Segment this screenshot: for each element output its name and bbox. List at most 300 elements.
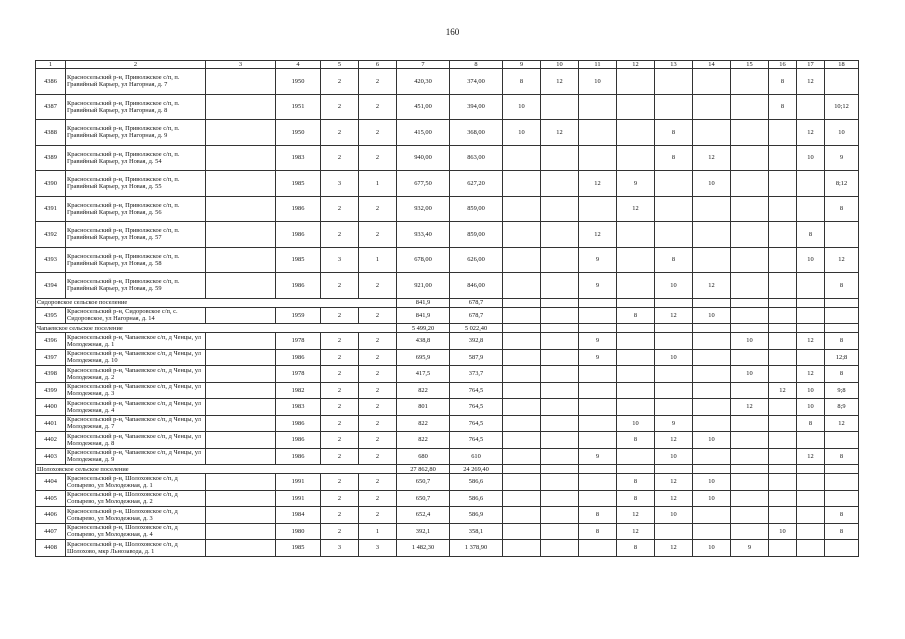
table-cell [617, 448, 655, 465]
table-cell: 650,7 [397, 490, 450, 507]
table-cell: 1983 [276, 399, 321, 416]
table-cell [731, 69, 769, 95]
table-cell [797, 349, 825, 366]
table-cell: 1950 [276, 69, 321, 95]
table-cell: 8 [655, 145, 693, 171]
table-cell: 2 [359, 399, 397, 416]
row-number: 4397 [36, 349, 66, 366]
table-cell [579, 196, 617, 222]
column-header: 17 [797, 61, 825, 69]
table-cell: 627,20 [450, 171, 503, 197]
column-header: 1 [36, 61, 66, 69]
empty-cell [731, 324, 769, 333]
table-cell [617, 366, 655, 383]
table-cell [825, 474, 859, 491]
table-cell [825, 540, 859, 557]
table-cell [693, 507, 731, 524]
table-cell [693, 523, 731, 540]
table-cell [617, 145, 655, 171]
table-cell [731, 474, 769, 491]
table-cell: 1986 [276, 432, 321, 449]
table-cell [825, 490, 859, 507]
section-row [36, 465, 859, 474]
table-row [36, 120, 859, 146]
table-row [36, 540, 859, 557]
table-cell: 1959 [276, 307, 321, 324]
table-cell: 12 [797, 366, 825, 383]
table-cell [206, 273, 276, 299]
table-cell: 8 [655, 120, 693, 146]
table-cell [693, 333, 731, 350]
table-cell: 9;8 [825, 382, 859, 399]
address-cell: Красносельский р-н, Чапаевское с/п, д Ченцы, ул Молодежная, д. 7 [66, 415, 206, 432]
table-cell: 8 [825, 507, 859, 524]
table-cell [797, 94, 825, 120]
table-cell: 1980 [276, 523, 321, 540]
table-cell [579, 474, 617, 491]
table-cell [769, 540, 797, 557]
table-cell: 1986 [276, 222, 321, 248]
table-cell [797, 490, 825, 507]
table-cell [617, 222, 655, 248]
table-cell: 626,00 [450, 247, 503, 273]
table-cell: 2 [359, 273, 397, 299]
empty-cell [617, 465, 655, 474]
table-cell [206, 490, 276, 507]
empty-cell [797, 324, 825, 333]
row-number: 4398 [36, 366, 66, 383]
table-cell: 8 [579, 507, 617, 524]
table-cell: 1986 [276, 273, 321, 299]
table-cell: 8 [825, 333, 859, 350]
table-cell [731, 145, 769, 171]
table-cell [825, 307, 859, 324]
table-cell: 1 [359, 523, 397, 540]
table-cell: 1986 [276, 415, 321, 432]
table-cell [731, 196, 769, 222]
column-header: 8 [450, 61, 503, 69]
table-cell: 12 [617, 523, 655, 540]
empty-cell [797, 298, 825, 307]
table-cell: 2 [359, 448, 397, 465]
table-cell: 12;8 [825, 349, 859, 366]
table-cell: 12 [693, 145, 731, 171]
section-label: Шолоховское сельское поселение [36, 465, 397, 474]
table-cell: 10 [797, 382, 825, 399]
table-cell [579, 307, 617, 324]
table-cell [206, 366, 276, 383]
section-total: 841,9 [397, 298, 450, 307]
empty-cell [825, 298, 859, 307]
table-cell [206, 540, 276, 557]
table-cell: 10 [693, 490, 731, 507]
table-cell [541, 349, 579, 366]
section-total: 678,7 [450, 298, 503, 307]
table-cell [503, 490, 541, 507]
table-cell [541, 307, 579, 324]
table-cell [617, 94, 655, 120]
table-cell [541, 490, 579, 507]
table-cell: 392,1 [397, 523, 450, 540]
address-cell: Красносельский р-н, Чапаевское с/п, д Ченцы, ул Молодежная, д. 4 [66, 399, 206, 416]
table-cell [731, 523, 769, 540]
address-cell: Красносельский р-н, Шолоховское с/п, д Сопырево, ул Молодежная, д. 4 [66, 523, 206, 540]
table-cell: 10 [617, 415, 655, 432]
section-total: 27 862,80 [397, 465, 450, 474]
table-cell [541, 540, 579, 557]
empty-cell [579, 298, 617, 307]
table-row [36, 399, 859, 416]
table-cell [579, 432, 617, 449]
table-cell: 10 [655, 507, 693, 524]
table-cell: 8 [769, 94, 797, 120]
table-cell: 2 [359, 145, 397, 171]
table-cell [503, 474, 541, 491]
table-cell [617, 247, 655, 273]
table-cell [769, 171, 797, 197]
table-cell [769, 366, 797, 383]
empty-cell [503, 298, 541, 307]
table-cell: 764,5 [450, 382, 503, 399]
column-header: 9 [503, 61, 541, 69]
table-cell: 2 [321, 474, 359, 491]
table-cell [579, 120, 617, 146]
table-cell: 8 [825, 196, 859, 222]
table-cell [825, 222, 859, 248]
table-cell [769, 399, 797, 416]
address-cell: Красносельский р-н, Сидоровское с/п, с. Сидоровское, ул Нагорная, д. 14 [66, 307, 206, 324]
table-cell [206, 448, 276, 465]
table-cell [769, 222, 797, 248]
table-cell: 2 [359, 94, 397, 120]
table-cell: 2 [321, 490, 359, 507]
empty-cell [769, 324, 797, 333]
table-cell [617, 382, 655, 399]
table-cell: 10 [693, 432, 731, 449]
table-cell [731, 307, 769, 324]
table-cell: 12 [655, 307, 693, 324]
table-row [36, 171, 859, 197]
table-cell: 12 [731, 399, 769, 416]
table-cell [769, 196, 797, 222]
row-number: 4407 [36, 523, 66, 540]
table-cell: 921,00 [397, 273, 450, 299]
address-cell: Красносельский р-н, Чапаевское с/п, д Ченцы, ул Молодежная, д. 9 [66, 448, 206, 465]
table-cell [541, 145, 579, 171]
table-cell: 1 378,90 [450, 540, 503, 557]
table-cell [541, 523, 579, 540]
table-row [36, 448, 859, 465]
empty-cell [769, 465, 797, 474]
table-row [36, 474, 859, 491]
table-cell: 8 [825, 523, 859, 540]
empty-cell [769, 298, 797, 307]
table-cell [731, 490, 769, 507]
empty-cell [503, 465, 541, 474]
table-cell: 9 [617, 171, 655, 197]
address-cell: Красносельский р-н, Чапаевское с/п, д Ченцы, ул Молодежная, д. 2 [66, 366, 206, 383]
table-cell: 1991 [276, 490, 321, 507]
table-cell [797, 523, 825, 540]
table-cell [503, 507, 541, 524]
table-row [36, 507, 859, 524]
table-cell: 1978 [276, 333, 321, 350]
table-cell: 2 [359, 382, 397, 399]
table-cell: 2 [359, 222, 397, 248]
table-cell: 1991 [276, 474, 321, 491]
table-cell: 932,00 [397, 196, 450, 222]
table-cell [731, 120, 769, 146]
table-cell [797, 474, 825, 491]
table-row [36, 432, 859, 449]
table-cell [769, 349, 797, 366]
table-cell [797, 507, 825, 524]
table-row [36, 349, 859, 366]
table-cell: 12 [797, 333, 825, 350]
empty-cell [579, 324, 617, 333]
table-cell: 12 [617, 507, 655, 524]
page-number: 160 [445, 27, 460, 37]
row-number: 4388 [36, 120, 66, 146]
table-cell: 2 [359, 120, 397, 146]
table-cell: 2 [321, 415, 359, 432]
table-cell [206, 523, 276, 540]
row-number: 4396 [36, 333, 66, 350]
table-cell: 1 [359, 247, 397, 273]
address-cell: Красносельский р-н, Шолоховское с/п, д Сопырево, ул Молодежная, д. 2 [66, 490, 206, 507]
table-cell [503, 399, 541, 416]
table-cell: 415,00 [397, 120, 450, 146]
table-cell: 764,5 [450, 399, 503, 416]
table-cell: 2 [321, 507, 359, 524]
table-cell [503, 432, 541, 449]
table-cell: 8 [617, 540, 655, 557]
table-cell: 451,00 [397, 94, 450, 120]
table-cell [655, 222, 693, 248]
column-header: 5 [321, 61, 359, 69]
empty-cell [617, 298, 655, 307]
table-cell: 2 [359, 333, 397, 350]
table-cell: 2 [321, 94, 359, 120]
section-label: Сидоровское сельское поселение [36, 298, 397, 307]
table-cell: 392,8 [450, 333, 503, 350]
table-cell: 10 [731, 366, 769, 383]
table-cell [617, 120, 655, 146]
table-cell [617, 273, 655, 299]
table-cell: 859,00 [450, 196, 503, 222]
table-cell: 2 [359, 366, 397, 383]
row-number: 4402 [36, 432, 66, 449]
row-number: 4399 [36, 382, 66, 399]
table-cell: 2 [321, 399, 359, 416]
section-row [36, 298, 859, 307]
table-cell [693, 399, 731, 416]
table-cell [797, 171, 825, 197]
column-header: 15 [731, 61, 769, 69]
column-number-header [36, 61, 859, 69]
table-cell: 12 [617, 196, 655, 222]
table-cell: 1 482,30 [397, 540, 450, 557]
table-cell [206, 171, 276, 197]
table-cell: 10 [797, 399, 825, 416]
table-cell [655, 69, 693, 95]
table-cell: 2 [321, 333, 359, 350]
table-cell: 933,40 [397, 222, 450, 248]
table-cell [579, 94, 617, 120]
table-cell [206, 474, 276, 491]
table-cell [655, 366, 693, 383]
table-cell: 12 [825, 247, 859, 273]
table-cell [731, 349, 769, 366]
table-cell: 2 [321, 222, 359, 248]
table-cell [503, 222, 541, 248]
table-cell: 2 [321, 432, 359, 449]
table-cell: 394,00 [450, 94, 503, 120]
empty-cell [541, 324, 579, 333]
table-cell: 2 [321, 366, 359, 383]
table-cell: 2 [359, 474, 397, 491]
row-number: 4400 [36, 399, 66, 416]
table-cell: 12 [579, 222, 617, 248]
table-cell: 2 [321, 120, 359, 146]
table-cell [206, 145, 276, 171]
table-cell: 586,6 [450, 474, 503, 491]
table-cell: 8 [617, 474, 655, 491]
table-cell: 9 [579, 448, 617, 465]
table-cell [541, 507, 579, 524]
table-cell [206, 247, 276, 273]
table-cell [617, 349, 655, 366]
table-cell [797, 540, 825, 557]
table-cell: 10 [503, 94, 541, 120]
table-cell [206, 349, 276, 366]
table-row [36, 94, 859, 120]
empty-cell [541, 298, 579, 307]
table-cell [797, 432, 825, 449]
table-cell: 764,5 [450, 432, 503, 449]
table-cell: 8 [617, 307, 655, 324]
table-cell [503, 171, 541, 197]
table-cell [503, 382, 541, 399]
address-cell: Красносельский р-н, Шолоховское с/п, д Сопырево, ул Молодежная, д. 1 [66, 474, 206, 491]
empty-cell [655, 465, 693, 474]
table-cell: 1985 [276, 171, 321, 197]
address-cell: Красносельский р-н, Приволжское с/п, п. Гравийный Карьер, ул Новая, д. 54 [66, 145, 206, 171]
table-cell [731, 94, 769, 120]
table-cell: 8 [797, 415, 825, 432]
table-cell [693, 448, 731, 465]
table-cell: 12 [655, 474, 693, 491]
table-cell [503, 307, 541, 324]
table-cell: 587,9 [450, 349, 503, 366]
column-header: 12 [617, 61, 655, 69]
table-cell [693, 247, 731, 273]
table-cell [769, 490, 797, 507]
table-cell: 10;12 [825, 94, 859, 120]
row-number: 4391 [36, 196, 66, 222]
table-cell: 1983 [276, 145, 321, 171]
table-cell: 841,9 [397, 307, 450, 324]
column-header: 7 [397, 61, 450, 69]
table-cell [769, 120, 797, 146]
table-cell [797, 307, 825, 324]
table-row [36, 382, 859, 399]
table-cell: 680 [397, 448, 450, 465]
address-cell: Красносельский р-н, Приволжское с/п, п. Гравийный Карьер, ул Новая, д. 58 [66, 247, 206, 273]
table-cell [206, 382, 276, 399]
table-cell: 940,00 [397, 145, 450, 171]
table-cell: 8;9 [825, 399, 859, 416]
empty-cell [617, 324, 655, 333]
table-cell [503, 247, 541, 273]
table-cell [503, 196, 541, 222]
table-cell [731, 382, 769, 399]
table-row [36, 366, 859, 383]
table-cell: 1985 [276, 247, 321, 273]
table-cell [731, 415, 769, 432]
row-number: 4408 [36, 540, 66, 557]
table-cell: 8;12 [825, 171, 859, 197]
table-cell [206, 69, 276, 95]
table-cell [769, 333, 797, 350]
table-cell: 2 [359, 69, 397, 95]
table-cell: 12 [769, 382, 797, 399]
table-cell [693, 222, 731, 248]
table-cell: 3 [321, 247, 359, 273]
table-cell [503, 415, 541, 432]
table-cell [206, 222, 276, 248]
table-cell: 2 [359, 507, 397, 524]
table-cell [579, 145, 617, 171]
row-number: 4394 [36, 273, 66, 299]
empty-cell [541, 465, 579, 474]
table-cell: 1982 [276, 382, 321, 399]
table-cell [731, 171, 769, 197]
table-cell: 10 [503, 120, 541, 146]
empty-cell [503, 324, 541, 333]
table-cell [693, 120, 731, 146]
table-cell [541, 222, 579, 248]
table-cell: 859,00 [450, 222, 503, 248]
table-cell [206, 415, 276, 432]
table-cell [769, 145, 797, 171]
table-row [36, 222, 859, 248]
table-cell: 9 [579, 273, 617, 299]
table-cell: 652,4 [397, 507, 450, 524]
table-cell: 1 [359, 171, 397, 197]
table-cell [769, 415, 797, 432]
table-cell: 2 [359, 490, 397, 507]
table-cell: 1985 [276, 540, 321, 557]
address-cell: Красносельский р-н, Чапаевское с/п, д Ченцы, ул Молодежная, д. 3 [66, 382, 206, 399]
table-cell [503, 540, 541, 557]
table-cell [503, 448, 541, 465]
table-cell [206, 120, 276, 146]
table-cell: 10 [655, 349, 693, 366]
table-row [36, 333, 859, 350]
empty-cell [693, 298, 731, 307]
table-cell [541, 94, 579, 120]
table-cell [769, 307, 797, 324]
column-header: 16 [769, 61, 797, 69]
table-cell: 373,7 [450, 366, 503, 383]
table-cell: 8 [579, 523, 617, 540]
table-cell [206, 94, 276, 120]
table-cell: 3 [321, 540, 359, 557]
table-cell: 822 [397, 432, 450, 449]
table-cell: 1951 [276, 94, 321, 120]
table-cell: 8 [617, 432, 655, 449]
